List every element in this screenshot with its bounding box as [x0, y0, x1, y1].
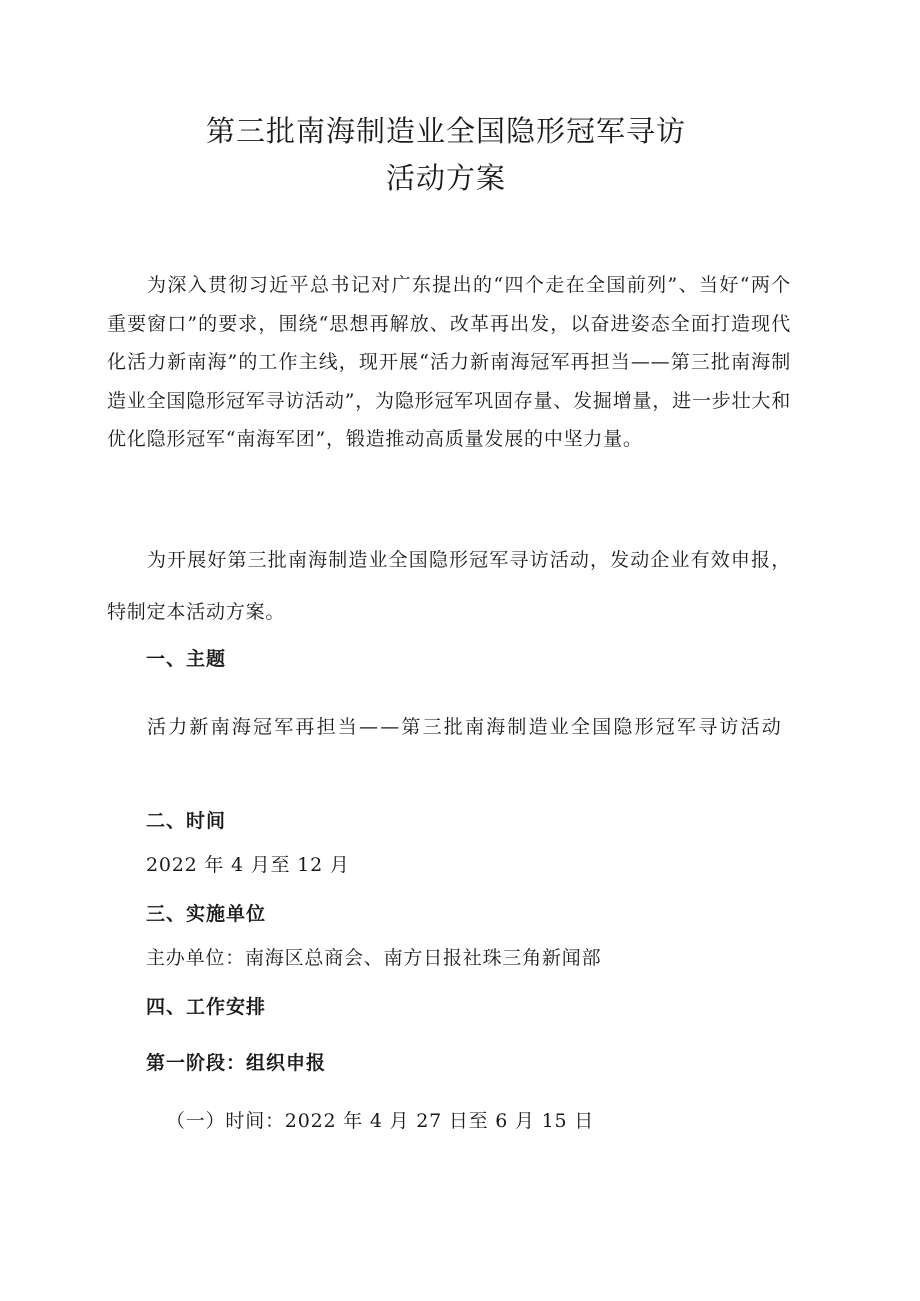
theme-text: 活力新南海冠军再担当——第三批南海制造业全国隐形冠军寻访活动	[147, 716, 784, 738]
intro-paragraph: 为深入贯彻习近平总书记对广东提出的“四个走在全国前列”、当好“两个重要窗口”的要求，围绕“思想再解放、改革再出发，以奋进姿态全面打造现代化活力新南海”的工作主线，现开展“活力新南海冠军再担当——第三批南海制造业全国隐形冠军寻访活动”，为隐形冠军巩固存量、发掘增量，进一步壮大和优化隐形冠军“南海军团”，锻造推动高质量发展的中坚力量。	[107, 274, 791, 450]
time-heading: 二、时间	[146, 810, 227, 832]
stage-one-heading: 第一阶段：组织申报	[146, 1052, 327, 1074]
organizer-heading: 三、实施单位	[146, 903, 267, 925]
theme-heading: 一、主题	[146, 648, 227, 670]
document-title-line-2: 活动方案	[385, 161, 506, 195]
purpose-paragraph: 为开展好第三批南海制造业全国隐形冠军寻访活动，发动企业有效申报，特制定本活动方案。	[107, 549, 791, 623]
stage-one-time-item: （一）时间：2022 年 4 月 27 日至 6 月 15 日	[166, 1110, 595, 1132]
document-title-line-1: 第三批南海制造业全国隐形冠军寻访	[205, 114, 686, 148]
organizer-text: 主办单位：南海区总商会、南方日报社珠三角新闻部	[146, 947, 602, 969]
time-text: 2022 年 4 月至 12 月	[146, 854, 350, 876]
work-arrangement-heading: 四、工作安排	[146, 996, 267, 1018]
